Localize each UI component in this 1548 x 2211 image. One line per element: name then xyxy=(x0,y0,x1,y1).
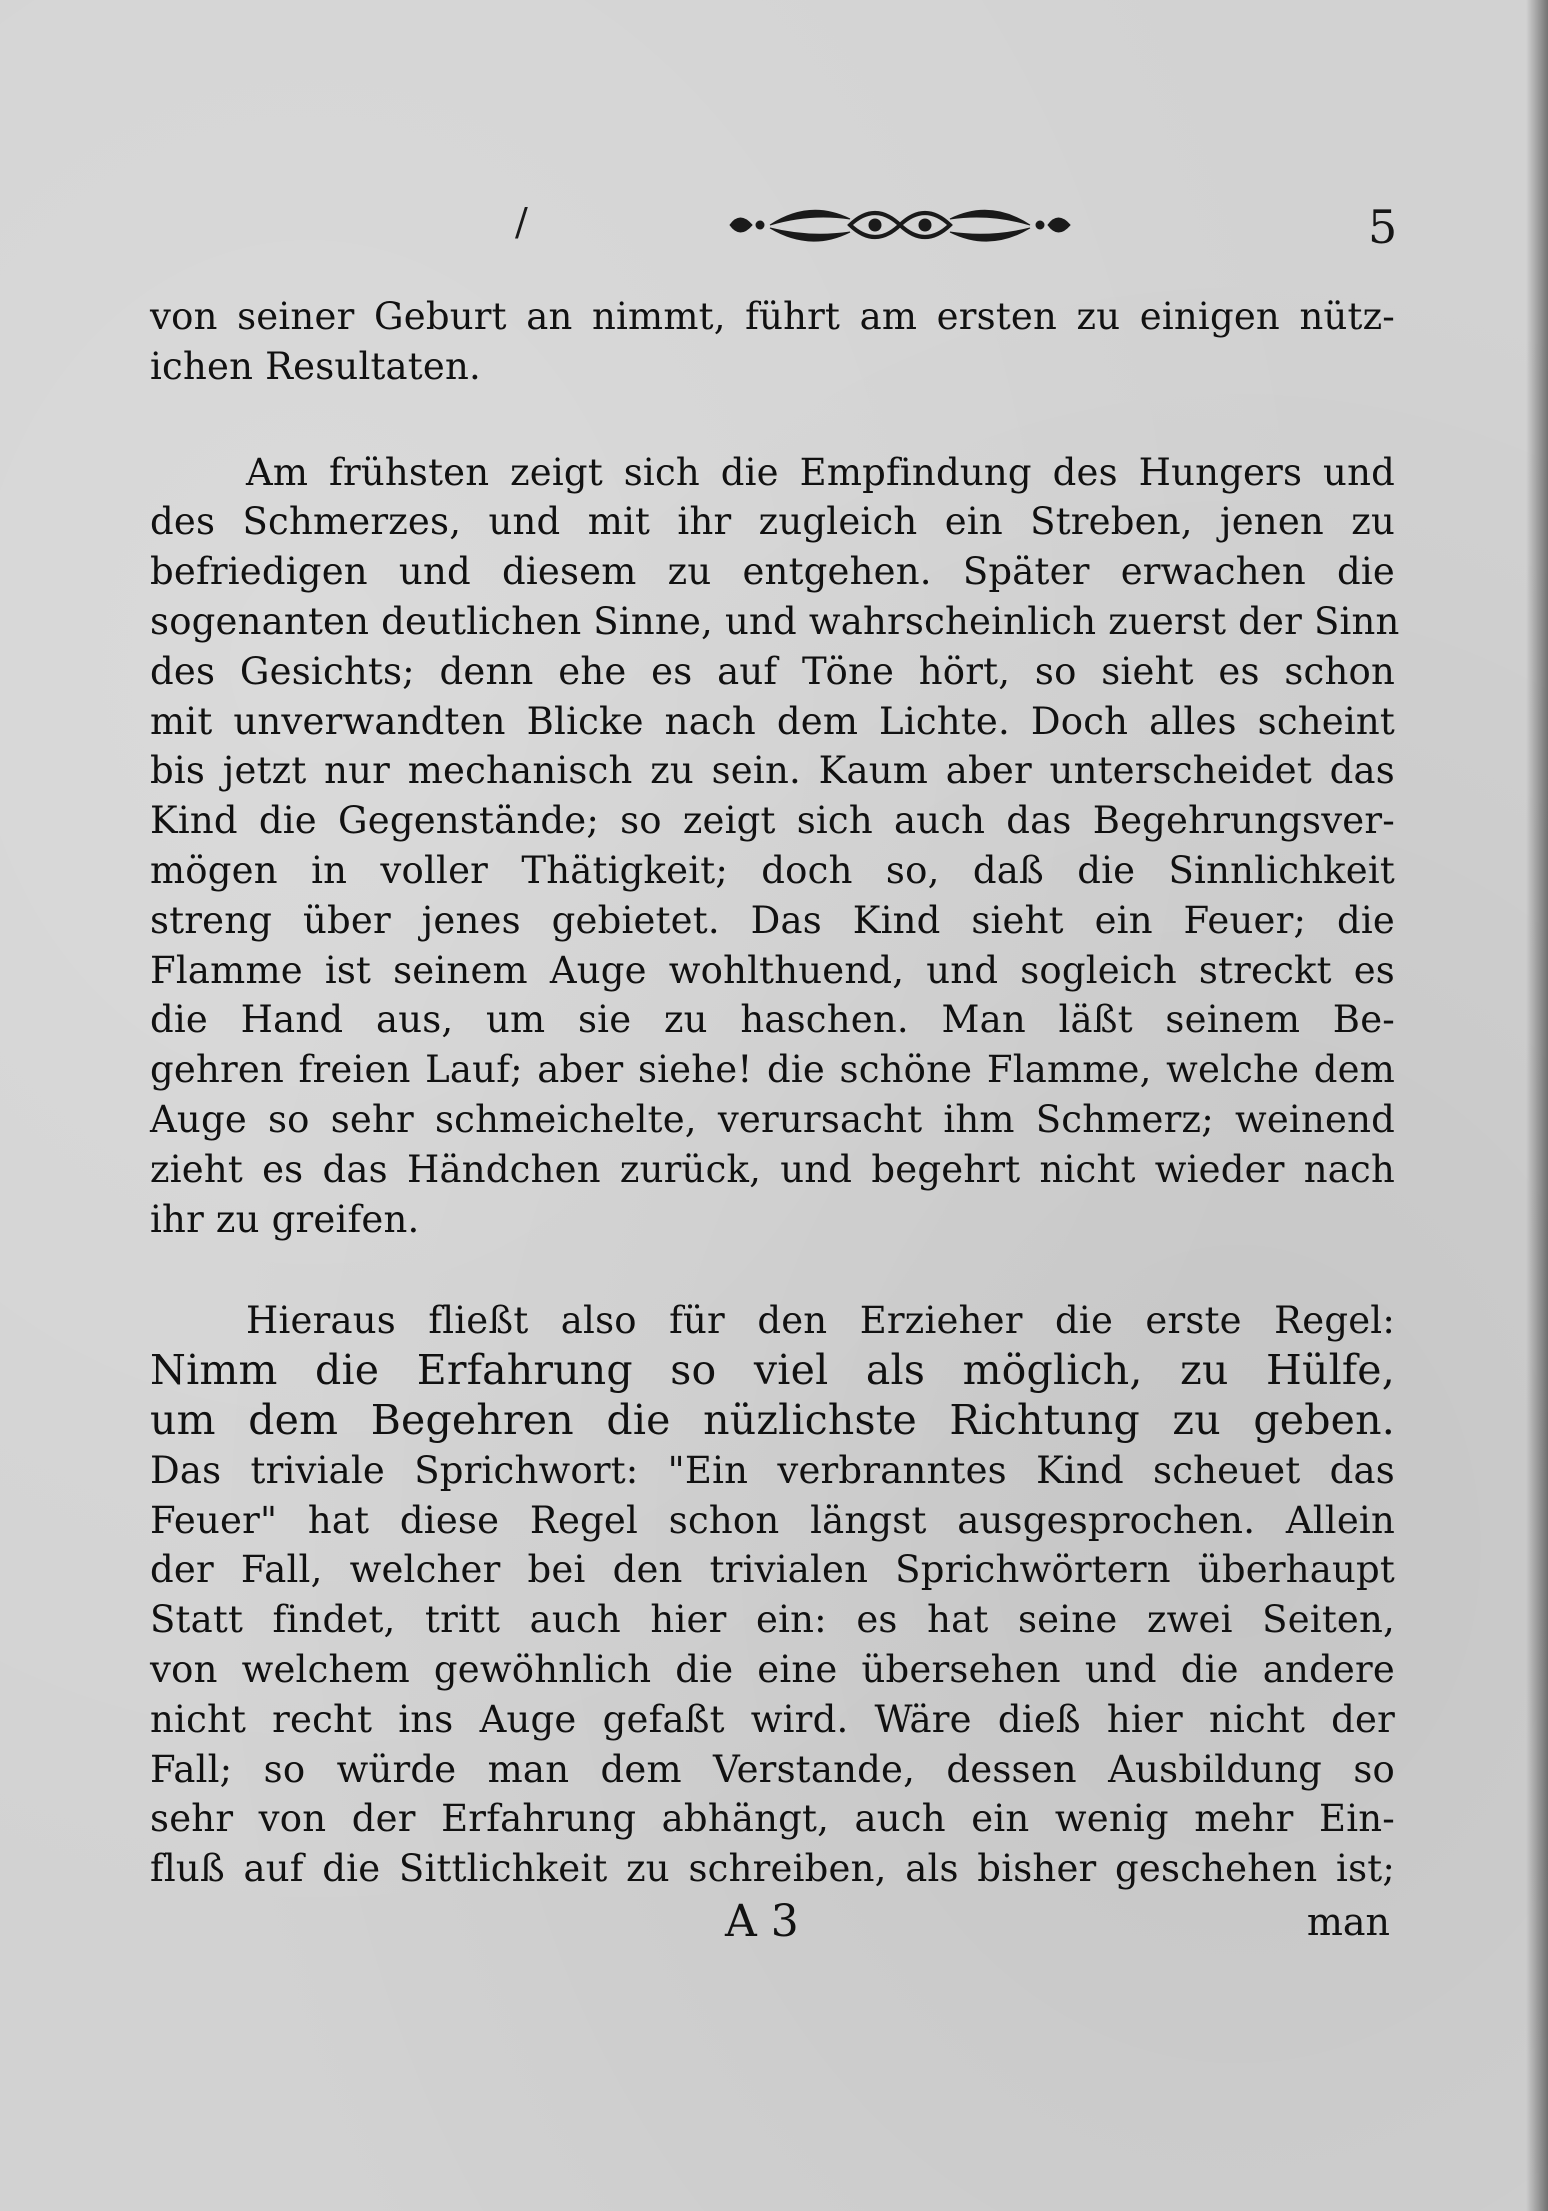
rule-line: um dem Begehren die nüzlichste Richtung zu geben. xyxy=(150,1395,1395,1444)
text-line: von seiner Geburt an nimmt, führt am ersten zu einigen nütz- xyxy=(150,295,1395,338)
text-line: nicht recht ins Auge gefaßt wird. Wäre dieß hier nicht der xyxy=(150,1697,1395,1741)
text-line: Flamme ist seinem Auge wohlthuend, und sogleich streckt es xyxy=(150,948,1395,992)
page-edge-shadow xyxy=(1526,0,1548,2211)
text-line: Das triviale Sprichwort: "Ein verbranntes Kind scheuet das xyxy=(150,1448,1395,1492)
body-text xyxy=(150,292,1400,1894)
text-line: des Gesichts; denn ehe es auf Töne hört, so sieht es schon xyxy=(150,649,1395,693)
text-line: mögen in voller Thätigkeit; doch so, daß die Sinnlichkeit xyxy=(150,848,1395,892)
text-line: der Fall, welcher bei den trivialen Sprichwörtern überhaupt xyxy=(150,1548,1395,1592)
head-mark: / xyxy=(515,200,528,244)
text-line: fluß auf die Sittlichkeit zu schreiben, als bisher geschehen ist; xyxy=(150,1847,1395,1891)
text-line: des Schmerzes, und mit ihr zugleich ein Streben, jenen zu xyxy=(150,500,1395,544)
paragraph-1 xyxy=(150,292,1395,392)
text-line: Kind die Gegenstände; so zeigt sich auch das Begehrungsver- xyxy=(150,799,1395,843)
text-line: von welchem gewöhnlich die eine übersehen und die andere xyxy=(150,1647,1395,1691)
text-line: Auge so sehr schmeichelte, verursacht ihm Schmerz; weinend xyxy=(150,1097,1395,1141)
text-line: befriedigen und diesem zu entgehen. Später erwachen die xyxy=(150,550,1395,594)
text-line: Statt findet, tritt auch hier ein: es hat seine zwei Seiten, xyxy=(150,1598,1395,1642)
text-line: zieht es das Händchen zurück, und begehrt nicht wieder nach xyxy=(150,1147,1395,1191)
ornament-icon xyxy=(720,190,1080,260)
signature-mark: A 3 xyxy=(725,1896,799,1947)
running-head xyxy=(140,180,1410,270)
text-line: Feuer" hat diese Regel schon längst ausgesprochen. Allein xyxy=(150,1498,1395,1542)
text-line: sehr von der Erfahrung abhängt, auch ein wenig mehr Ein- xyxy=(150,1797,1395,1841)
text-line: ichen Resultaten. xyxy=(150,344,481,388)
paragraph-3 xyxy=(150,1296,1395,1894)
text-line: bis jetzt nur mechanisch zu sein. Kaum aber unterscheidet das xyxy=(150,749,1395,793)
text-line: sogenanten deutlichen Sinne, und wahrscheinlich zuerst der Sinn xyxy=(150,599,1400,643)
page-footer xyxy=(140,1890,1390,1960)
text-line: Hieraus fließt also für den Erzieher die erste Regel: xyxy=(246,1299,1395,1343)
text-line: Am frühsten zeigt sich die Empfindung des Hungers und xyxy=(246,450,1395,494)
text-line: Fall; so würde man dem Verstande, dessen Ausbildung so xyxy=(150,1747,1395,1791)
text-line: streng über jenes gebietet. Das Kind sieht ein Feuer; die xyxy=(150,898,1395,942)
text-line: mit unverwandten Blicke nach dem Lichte. Doch alles scheint xyxy=(150,699,1395,743)
catchword: man xyxy=(1306,1900,1390,1944)
rule-line: Nimm die Erfahrung so viel als möglich, zu Hülfe, xyxy=(150,1346,1395,1395)
text-line: gehren freien Lauf; aber siehe! die schöne Flamme, welche dem xyxy=(150,1048,1395,1092)
text-line: die Hand aus, um sie zu haschen. Man läßt seinem Be- xyxy=(150,998,1395,1042)
paragraph-2 xyxy=(150,448,1400,1245)
page-number: 5 xyxy=(1368,200,1398,254)
text-line: ihr zu greifen. xyxy=(150,1197,420,1241)
